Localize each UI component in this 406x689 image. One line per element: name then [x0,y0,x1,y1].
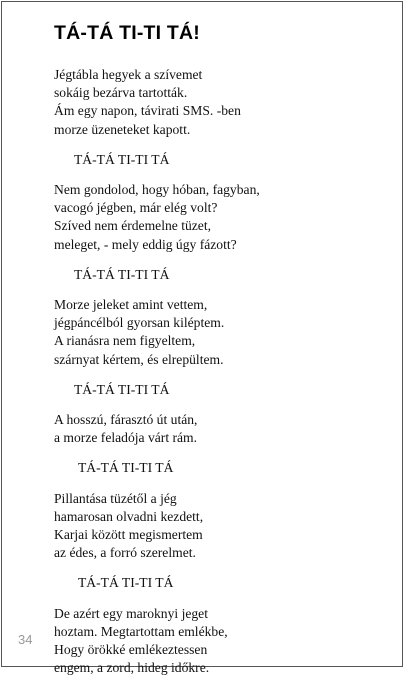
poem-line: hoztam. Megtartottam emlékbe, [54,623,228,639]
poem-line: sokáig bezárva tartották. [54,85,188,101]
poem-line: meleget, - mely eddig úgy fázott? [54,236,237,252]
stanza [54,605,394,678]
stanza [54,66,394,139]
poem-line: Karjai között megismertem [54,527,203,543]
poem-line: Ám egy napon, távirati SMS. -ben [54,103,241,119]
poem-line: Hogy örökké emlékeztessen [54,642,208,658]
poem-line: hamarosan olvadni kezdett, [54,508,204,524]
poem-line: Morze jeleket amint vettem, [54,297,208,313]
poem-body [54,66,394,689]
stanza [54,411,394,447]
refrain-line: TÁ-TÁ TI-TI TÁ [74,151,170,167]
poem-line: az édes, a forró szerelmet. [54,545,196,561]
refrain-line: TÁ-TÁ TI-TI TÁ [78,460,174,476]
refrain-line: TÁ-TÁ TI-TI TÁ [74,266,170,282]
poem-line: morze üzeneteket kapott. [54,121,191,137]
poem-line: De azért egy maroknyi jeget [54,605,208,621]
poem-line: engem, a zord, hideg időkre. [54,660,210,676]
poem-line: A rianásra nem figyeltem, [54,333,196,349]
poem-line: Nem gondolod, hogy hóban, fagyban, [54,182,260,198]
poem-line: A hosszú, fárasztó út után, [54,412,198,428]
stanza [54,181,394,254]
poem-title: TÁ-TÁ TI-TI TÁ! [54,22,200,44]
refrain-line: TÁ-TÁ TI-TI TÁ [74,381,170,397]
stanza [54,490,394,563]
poem-line: Pillantása tüzétől a jég [54,490,177,506]
poem-line: Jégtábla hegyek a szívemet [54,67,203,82]
book-page [1,1,403,676]
poem-line: jégpáncélból gyorsan kiléptem. [54,315,225,331]
poem-line: a morze feladója várt rám. [54,430,198,446]
stanza [54,296,394,369]
poem-line: Szíved nem érdemelne tüzet, [54,218,212,234]
poem-line: vacogó jégben, már elég volt? [54,200,218,216]
poem-line: szárnyat kértem, és elrepültem. [54,351,224,367]
refrain-line: TÁ-TÁ TI-TI TÁ [78,575,174,591]
page-number: 34 [18,632,33,647]
